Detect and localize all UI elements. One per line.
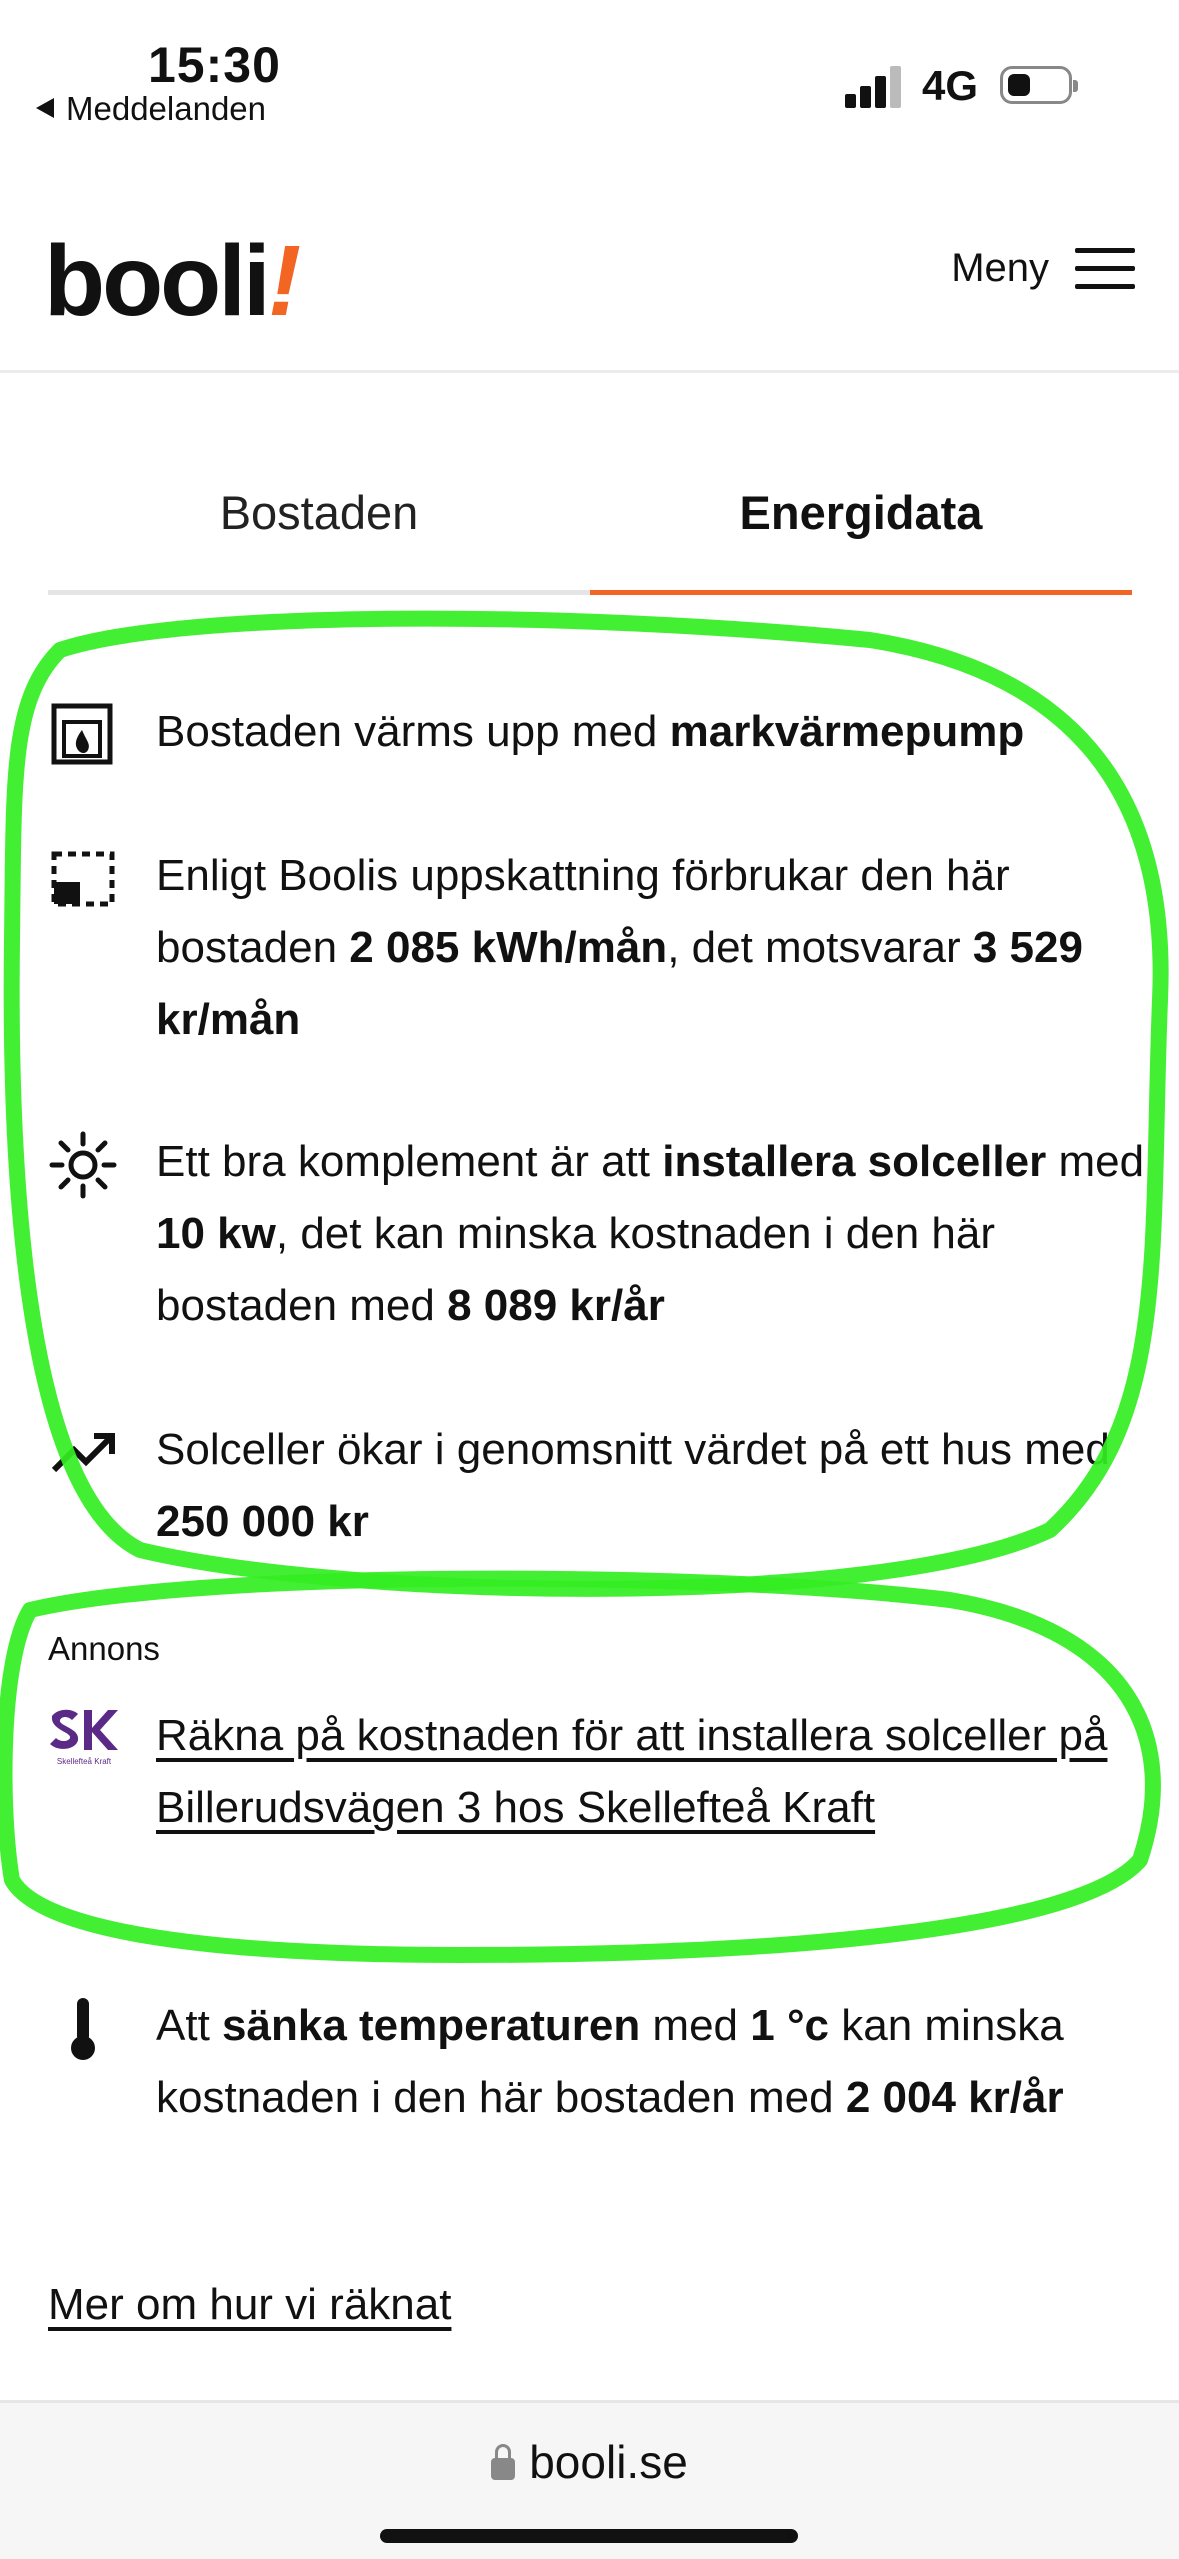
highlight-loop-top [12, 619, 1161, 1589]
network-type: 4G [922, 62, 979, 109]
lock-icon [491, 2458, 515, 2480]
highlight-loop-ad [5, 1579, 1153, 1955]
temperature-text: Att sänka temperaturen med 1 °c kan minska kostnaden i den här bostaden med 2 004 kr/år [156, 2001, 1064, 2122]
solar-text: Ett bra komplement är att installera solceller med 10 kw, det kan minska kostnaden i den här bostaden med 8 089 kr/år [156, 1137, 1145, 1330]
heating-text: Bostaden värms upp med markvärmepump [156, 707, 1025, 756]
ad-solar-link[interactable]: Räkna på kostnaden för att installera solceller på Billerudsvägen 3 hos Skellefteå Kraft [156, 1711, 1108, 1832]
status-time: 15:30 [148, 37, 281, 93]
tab-bostaden[interactable]: Bostaden [48, 470, 590, 595]
tab-energidata[interactable]: Energidata [590, 470, 1132, 595]
browser-bottom-bar [0, 2400, 1179, 2559]
home-indicator[interactable] [380, 2529, 798, 2543]
consumption-text: Enligt Boolis uppskattning förbrukar den här bostaden 2 085 kWh/mån, det motsvarar 3 529 kr/mån [156, 851, 1083, 1044]
back-label: Meddelanden [66, 90, 266, 127]
ad-label: Annons [48, 1630, 160, 1667]
menu-label: Meny [951, 246, 1049, 290]
url-text: booli.se [529, 2436, 688, 2488]
address-bar[interactable] [0, 2435, 1179, 2489]
value-text: Solceller ökar i genomsnitt värdet på ett hus med 250 000 kr [156, 1425, 1110, 1546]
svg-text:Skellefteå Kraft: Skellefteå Kraft [56, 1757, 112, 1766]
booli-logo[interactable]: booli! [44, 225, 299, 337]
more-calculation-link[interactable]: Mer om hur vi räknat [48, 2280, 452, 2329]
